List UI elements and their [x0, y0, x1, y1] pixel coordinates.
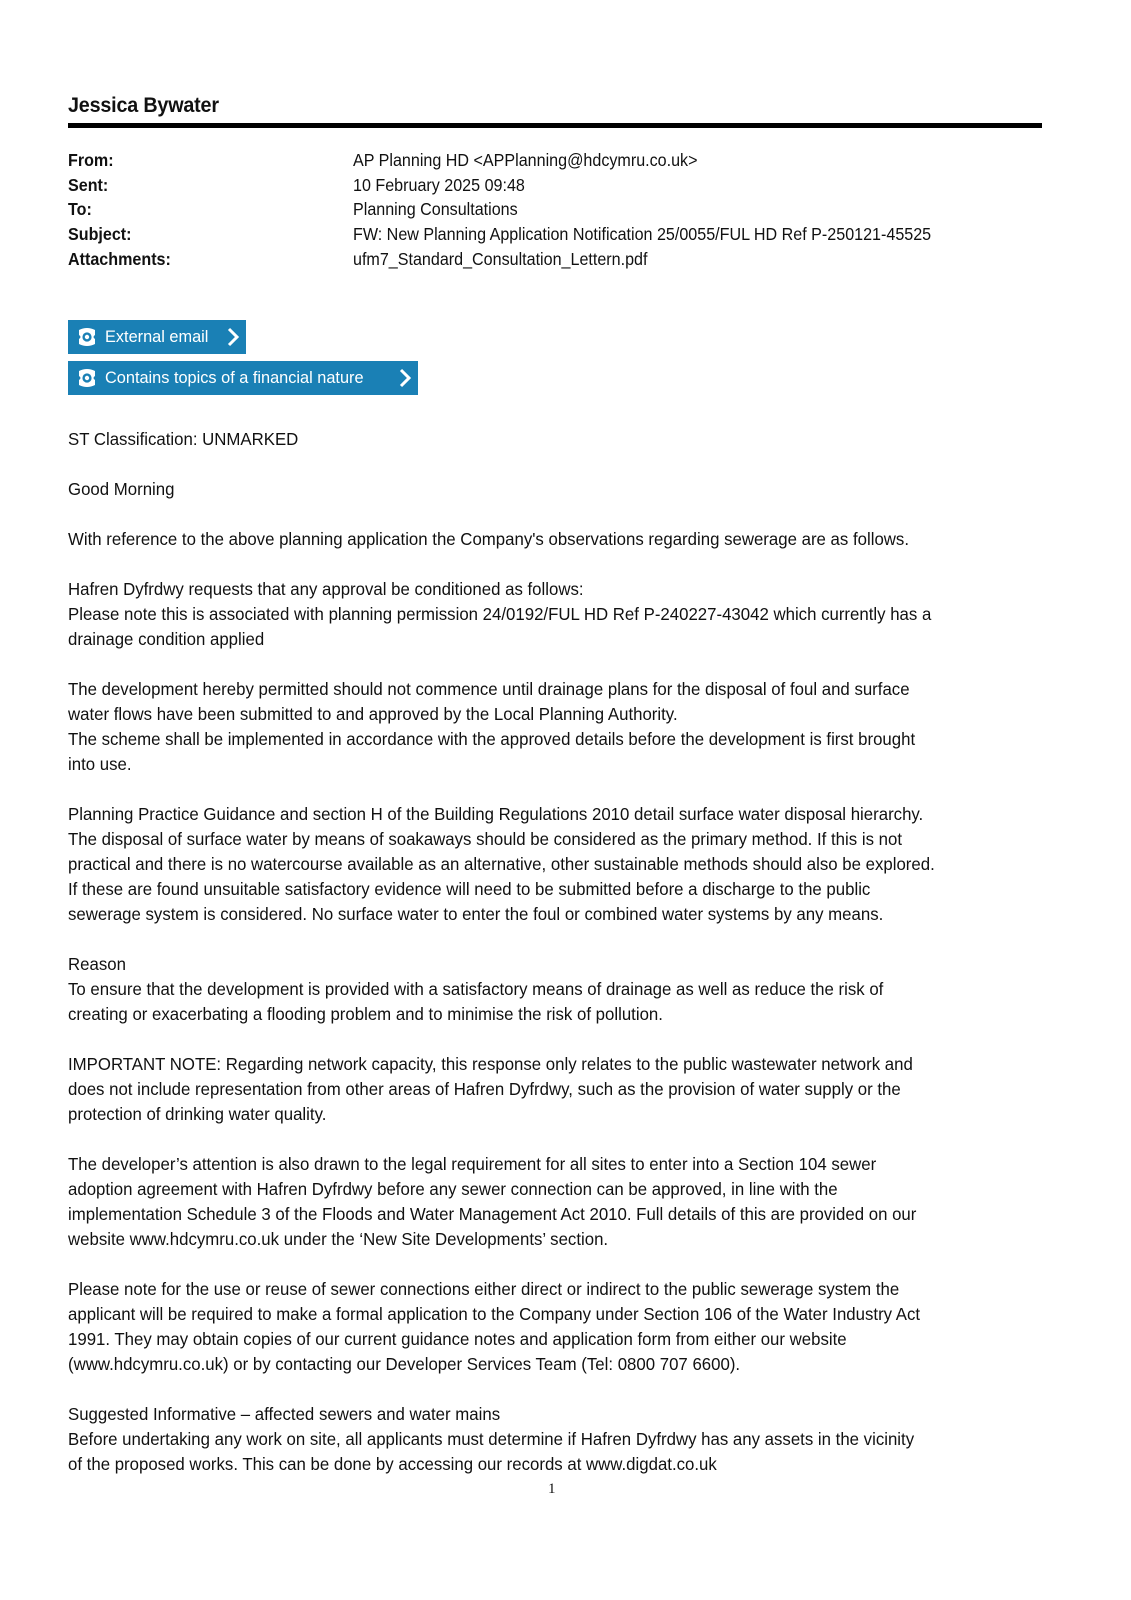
body-line: (www.hdcymru.co.uk) or by contacting our Developer Services Team (Tel: 0800 707 6600).: [68, 1354, 741, 1374]
body-line: website www.hdcymru.co.uk under the ‘New Site Developments’ section.: [68, 1229, 609, 1249]
informative-paragraph: [68, 1402, 1052, 1477]
body-line: creating or exacerbating a flooding problem and to minimise the risk of pollution.: [68, 1004, 663, 1024]
intro-paragraph: [68, 527, 1052, 552]
condition-request-paragraph: [68, 577, 1052, 652]
from-label: From:: [68, 150, 114, 170]
sent-label: Sent:: [68, 174, 109, 195]
body-line: of the proposed works. This can be done by accessing our records at www.digdat.co.uk: [68, 1454, 717, 1474]
shield-logo-icon: [76, 326, 98, 348]
subject-row: [68, 222, 1058, 247]
shield-logo-icon: [76, 367, 98, 389]
body-line: IMPORTANT NOTE: Regarding network capacity, this response only relates to the public wastewater network and: [68, 1054, 913, 1074]
body-line: practical and there is no watercourse available as an alternative, other sustainable methods should also be explored.: [68, 854, 935, 874]
chevron-right-icon: [398, 367, 412, 389]
body-line: ST Classification: UNMARKED: [68, 429, 299, 449]
body-line: To ensure that the development is provided with a satisfactory means of drainage as well as reduce the risk of: [68, 979, 884, 999]
reason-paragraph: [68, 952, 1052, 1027]
sent-row: [68, 173, 1058, 198]
from-row: [68, 148, 1058, 173]
classification-paragraph: [68, 427, 1052, 452]
body-line: If these are found unsuitable satisfactory evidence will need to be submitted before a discharge to the public: [68, 879, 871, 899]
from-value: AP Planning HD <APPlanning@hdcymru.co.uk>: [353, 150, 698, 170]
body-line: Before undertaking any work on site, all applicants must determine if Hafren Dyfrdwy has any assets in the vicinity: [68, 1429, 915, 1449]
section-106-paragraph: [68, 1277, 1052, 1377]
greeting-paragraph: [68, 477, 1052, 502]
surface-water-paragraph: [68, 802, 1052, 927]
body-line: sewerage system is considered. No surface water to enter the foul or combined water systems by any means.: [68, 904, 884, 924]
to-value: Planning Consultations: [353, 199, 518, 220]
body-line: The developer’s attention is also drawn to the legal requirement for all sites to enter into a Section 104 sewer: [68, 1154, 877, 1174]
body-line: adoption agreement with Hafren Dyfrdwy before any sewer connection can be approved, in line with the: [68, 1179, 838, 1199]
body-line: protection of drinking water quality.: [68, 1104, 327, 1124]
body-line: water flows have been submitted to and approved by the Local Planning Authority.: [68, 704, 678, 724]
page-number: 1: [548, 1481, 556, 1497]
body-line: The development hereby permitted should not commence until drainage plans for the disposal of foul and surface: [68, 679, 910, 699]
sent-value: 10 February 2025 09:48: [353, 174, 525, 195]
financial-topics-banner[interactable]: [68, 361, 418, 395]
body-line: implementation Schedule 3 of the Floods and Water Management Act 2010. Full details of this are provided on our: [68, 1204, 917, 1224]
body-line: Please note this is associated with planning permission 24/0192/FUL HD Ref P-240227-43042 which currently has a: [68, 604, 932, 624]
header-divider: [68, 123, 1042, 128]
mailbox-owner-name: Jessica Bywater: [68, 94, 219, 117]
body-line: into use.: [68, 754, 132, 774]
financial-topics-label: Contains topics of a financial nature: [105, 368, 364, 387]
subject-label: Subject:: [68, 224, 132, 245]
attachments-label: Attachments:: [68, 248, 171, 269]
body-line: Good Morning: [68, 479, 175, 499]
external-email-banner[interactable]: [68, 320, 246, 354]
body-line: drainage condition applied: [68, 629, 265, 649]
email-header-fields: [68, 148, 1058, 271]
body-line: Reason: [68, 954, 126, 974]
body-line: Planning Practice Guidance and section H of the Building Regulations 2010 detail surface water disposal hierarchy.: [68, 804, 924, 824]
body-line: Suggested Informative – affected sewers and water mains: [68, 1404, 501, 1424]
important-note-paragraph: [68, 1052, 1052, 1127]
body-line: With reference to the above planning application the Company's observations regarding sewerage are as follows.: [68, 529, 909, 549]
section-104-paragraph: [68, 1152, 1052, 1252]
body-line: does not include representation from other areas of Hafren Dyfrdwy, such as the provision of water supply or the: [68, 1079, 901, 1099]
chevron-right-icon: [226, 326, 240, 348]
external-email-label: External email: [105, 327, 209, 346]
body-line: The scheme shall be implemented in accordance with the approved details before the development is first brought: [68, 729, 916, 749]
body-line: Please note for the use or reuse of sewer connections either direct or indirect to the public sewerage system the: [68, 1279, 900, 1299]
body-line: Hafren Dyfrdwy requests that any approval be conditioned as follows:: [68, 579, 584, 599]
body-line: The disposal of surface water by means of soakaways should be considered as the primary method. If this is not: [68, 829, 902, 849]
to-label: To:: [68, 199, 92, 220]
drainage-condition-paragraph: [68, 677, 1052, 777]
email-body: [68, 427, 1048, 1502]
body-line: 1991. They may obtain copies of our current guidance notes and application form from either our website: [68, 1329, 847, 1349]
to-row: [68, 197, 1058, 222]
body-line: applicant will be required to make a formal application to the Company under Section 106 of the Water Industry Act: [68, 1304, 921, 1324]
attachments-row: [68, 247, 1058, 272]
subject-value: FW: New Planning Application Notification 25/0055/FUL HD Ref P-250121-45525: [353, 224, 932, 245]
attachment-file-name[interactable]: ufm7_Standard_Consultation_Lettern.pdf: [353, 248, 648, 269]
